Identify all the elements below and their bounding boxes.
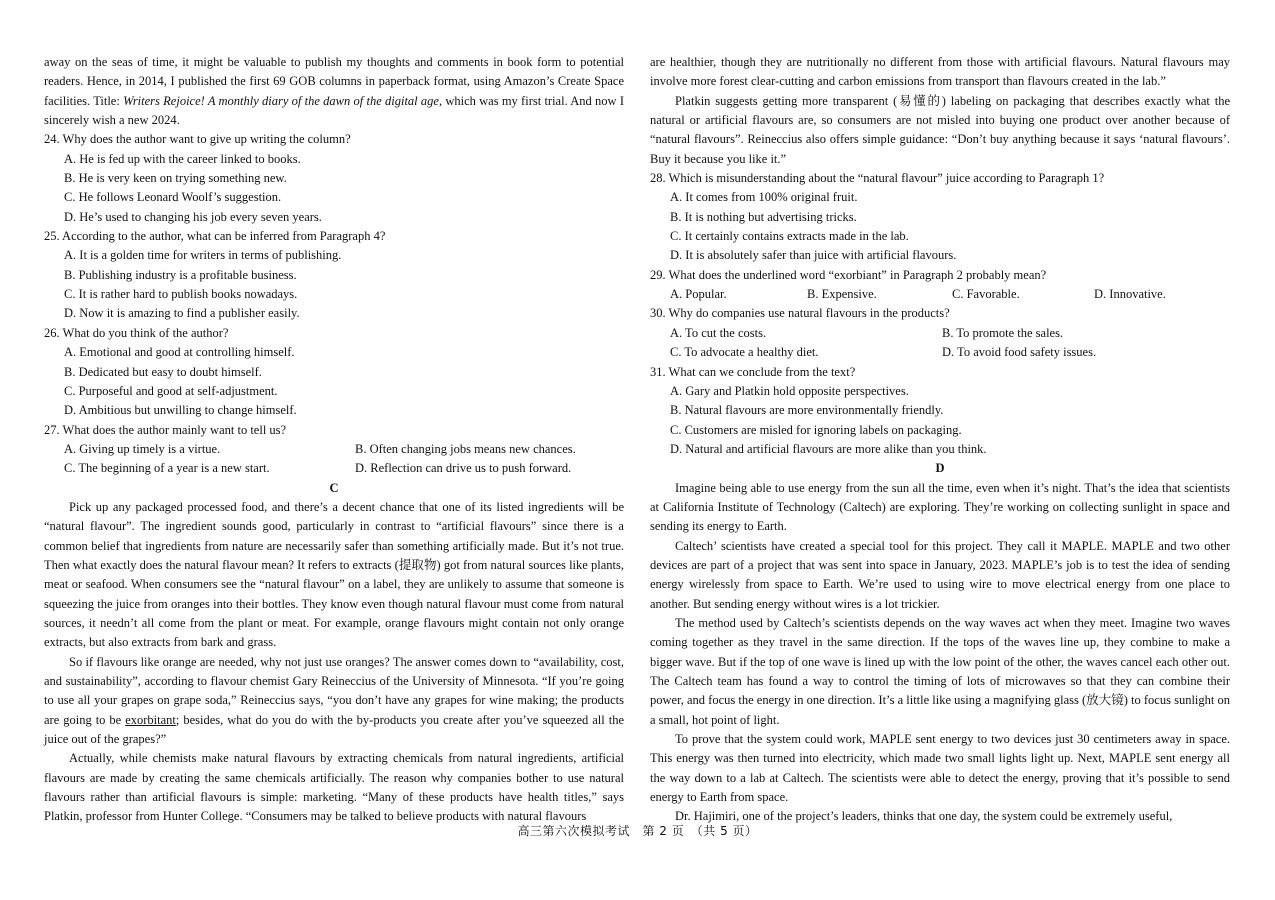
question-stem: 31. What can we conclude from the text?: [650, 364, 856, 379]
intro-paragraph: away on the seas of time, it might be valuable to publish my thoughts and comments in book form to potential readers. Hence, in 2014, I published the first 69 GOB columns in paperback format, using Amazon’s Create Space facilities. Title: Writers Rejoice! A monthly diary of the dawn of the digital age, which was my first trial. And now I sincerely wish a new 2024.: [44, 55, 624, 128]
option-c: C. To advocate a healthy diet.: [670, 345, 819, 360]
left-column: [44, 53, 624, 827]
passage-c-paragraph-3: Actually, while chemists make natural flavours by extracting chemicals from natural ingredients, artificial flavours are made by creating the same chemicals artificially. The reason why companies bother to use natural flavours rather than artificial flavours is simple: marketing. “Many of these products have health titles,” says Platkin, professor from Hunter College. “Consumers may be talked to believe products with natural flavours: [44, 751, 624, 824]
option-a: A. Giving up timely is a virtue.: [64, 441, 221, 456]
option-a: A. Emotional and good at controlling himself.: [64, 345, 295, 360]
question-stem: 27. What does the author mainly want to tell us?: [44, 422, 287, 437]
question-30: [650, 304, 1230, 362]
question-stem: 30. Why do companies use natural flavours in the products?: [650, 306, 950, 321]
question-28: [650, 169, 1230, 266]
option-d: D. Reflection can drive us to push forward.: [355, 461, 572, 476]
passage-c-continuation: are healthier, though they are nutritionally no different from those with artificial flavours. Natural flavours may involve more forest clear-cutting and carbon emissions from transport than flavours created in the lab.”: [650, 55, 1230, 89]
option-c: C. The beginning of a year is a new start.: [64, 461, 270, 476]
question-stem: 26. What do you think of the author?: [44, 325, 229, 340]
right-column: [650, 53, 1230, 827]
question-29: [650, 266, 1230, 305]
passage-d-paragraph-2: Caltech’ scientists have created a special tool for this project. They call it MAPLE. MAPLE and two other devices are part of a project that was sent into space in January, 2023. MAPLE’s job is to test the idea of sending energy wirelessly from space to Earth. We’re used to using wire to move electrical energy from one place to another. But sending energy without wires is a lot trickier.: [650, 538, 1230, 611]
option-d: D. He’s used to changing his job every seven years.: [64, 209, 322, 224]
option-d: D. Ambitious but unwilling to change himself.: [64, 403, 297, 418]
option-a: A. To cut the costs.: [670, 325, 767, 340]
option-row: [670, 324, 1230, 343]
option-d: D. It is absolutely safer than juice with artificial flavours.: [670, 248, 957, 263]
question-stem: 25. According to the author, what can be inferred from Paragraph 4?: [44, 229, 386, 244]
option-b: B. Dedicated but easy to doubt himself.: [64, 364, 262, 379]
option-row: [670, 343, 1230, 362]
option-b: B. To promote the sales.: [942, 325, 1064, 340]
option-b: B. Natural flavours are more environmentally friendly.: [670, 403, 944, 418]
option-c: C. Purposeful and good at self-adjustment.: [64, 383, 278, 398]
option-a: A. Gary and Platkin hold opposite perspectives.: [670, 383, 909, 398]
option-row: [670, 285, 1230, 304]
option-a: A. He is fed up with the career linked to books.: [64, 151, 301, 166]
passage-c-paragraph-2: So if flavours like orange are needed, why not just use oranges? The answer comes down to “availability, cost, and sustainability”, according to flavour chemist Gary Reineccius of the University of Minnesota. “If you’re going to use all your grapes on grape soda,” Reineccius says, “you don’t have any grapes for wine making; the products are going to be exorbitant; besides, what do you do with the by-products you create after you’ve squeezed all the juice out of the grapes?”: [44, 654, 624, 747]
option-c: C. It certainly contains extracts made in the lab.: [670, 229, 909, 244]
section-heading-c: C: [329, 480, 339, 495]
question-stem: 24. Why does the author want to give up writing the column?: [44, 132, 351, 147]
underlined-word: exorbitant: [125, 712, 176, 727]
question-24: [44, 130, 624, 227]
page-footer: 高三第六次模拟考试 第 2 页 （共 5 页）: [517, 824, 758, 838]
option-c: C. Customers are misled for ignoring labels on packaging.: [670, 422, 962, 437]
option-a: A. It comes from 100% original fruit.: [670, 190, 858, 205]
passage-d-paragraph-5: Dr. Hajimiri, one of the project’s leaders, thinks that one day, the system could be extremely useful,: [675, 809, 1173, 824]
option-a: A. It is a golden time for writers in terms of publishing.: [64, 248, 342, 263]
option-c: C. He follows Leonard Woolf’s suggestion.: [64, 190, 282, 205]
option-d: D. To avoid food safety issues.: [942, 345, 1097, 360]
passage-d-paragraph-1: Imagine being able to use energy from the sun all the time, even when it’s night. That’s the idea that scientists at California Institute of Technology (Caltech) are exploring. They’re working on collecting sunlight in space and sending its energy to Earth.: [650, 480, 1230, 534]
passage-c-paragraph-4: Platkin suggests getting more transparent (易懂的) labeling on packaging that describes exactly what the natural or artificial flavours are, so consumers are not misled into buying one product over another because of “natural flavours”. Reineccius also offers simple guidance: “Don’t buy anything because it says ‘natural flavours’. Buy it because you like it.”: [650, 93, 1230, 166]
passage-d-paragraph-4: To prove that the system could work, MAPLE sent energy to two devices just 30 centimeters away in space. This energy was then turned into electricity, which made two small lights light up. Next, MAPLE sent energy all the way down to a lab at Caltech. The scientists were able to detect the energy, proving that it’s possible to send energy to Earth from space.: [650, 732, 1230, 805]
question-stem: 29. What does the underlined word “exorbiant” in Paragraph 2 probably mean?: [650, 267, 1047, 282]
option-d: D. Natural and artificial flavours are more alike than you think.: [670, 441, 987, 456]
question-26: [44, 324, 624, 421]
question-27: [44, 421, 624, 479]
question-31: [650, 363, 1230, 460]
option-row: [64, 459, 624, 478]
option-b: B. Often changing jobs means new chances.: [355, 441, 576, 456]
option-c: C. Favorable.: [952, 287, 1020, 302]
option-row: [64, 440, 624, 459]
option-d: D. Innovative.: [1094, 287, 1166, 302]
option-d: D. Now it is amazing to find a publisher easily.: [64, 306, 300, 321]
question-stem: 28. Which is misunderstanding about the “natural flavour” juice according to Paragraph 1?: [650, 171, 1105, 186]
option-b: B. Expensive.: [807, 287, 877, 302]
section-heading-d: D: [935, 461, 945, 476]
option-a: A. Popular.: [670, 287, 727, 302]
option-b: B. It is nothing but advertising tricks.: [670, 209, 857, 224]
passage-c-paragraph-1: Pick up any packaged processed food, and there’s a decent chance that one of its listed ingredients will be “natural flavour”. The ingredient sounds good, particularly in contrast to “artificial flavours” since there is a common belief that ingredients from nature are necessarily safer than something artificially made. But it’s not true. Then what exactly does the natural flavour mean? It refers to extracts (提取物) got from natural sources like plants, meat or seafood. When consumers see the “natural flavour” on a label, they are unlikely to assume that someone is squeezing the juice from oranges into their bottles. They know even though natural flavour must come from natural sources, it needn’t all come from the plant or meat. For example, orange flavours might contain not only orange extracts, but also extracts from bark and grass.: [44, 499, 624, 650]
passage-d-paragraph-3: The method used by Caltech’s scientists depends on the way waves act when they meet. Imagine two waves coming together as they travel in the same direction. If the tops of the waves line up, they combine to make a bigger wave. But if the top of one wave is lined up with the low point of the other, the waves cancel each other out. The Caltech team has found a way to control the timing of lots of microwaves so that they can combine their power, and focus the energy in one direction. It’s a little like using a magnifying glass (放大镜) to focus sunlight on a small, hot point of light.: [650, 615, 1230, 727]
option-c: C. It is rather hard to publish books nowadays.: [64, 287, 298, 302]
question-25: [44, 227, 624, 324]
book-title: Writers Rejoice! A monthly diary of the dawn of the digital age: [123, 93, 439, 108]
option-b: B. He is very keen on trying something new.: [64, 171, 287, 186]
option-b: B. Publishing industry is a profitable business.: [64, 267, 297, 282]
